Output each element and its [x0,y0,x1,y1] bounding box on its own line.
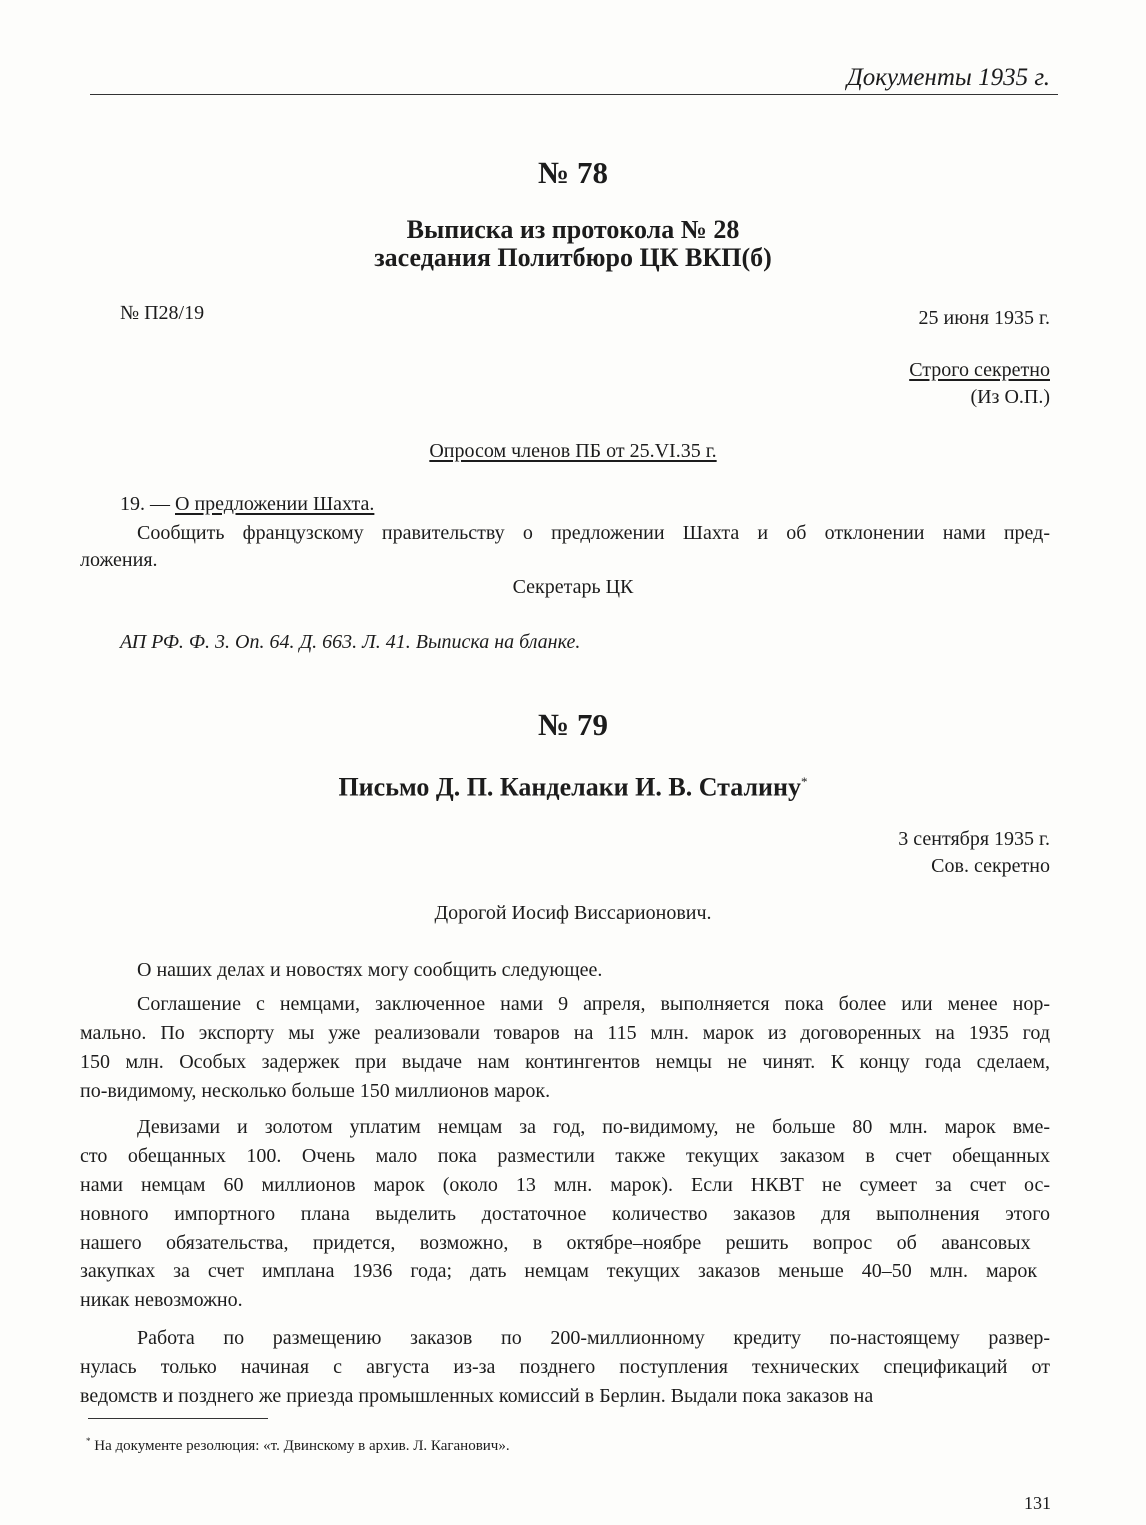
agenda-item-title: О предложении Шахта. [175,493,375,515]
agenda-item [120,493,374,516]
signature: Секретарь ЦК [512,576,634,598]
document-number: № 79 [538,707,608,742]
text: по-видимому, несколько больше 150 миллионов марок. [80,1080,551,1102]
body-line [80,1021,1050,1045]
text: О наших делах и новостях могу сообщить следующее. [137,959,603,981]
body-line [80,1288,1050,1312]
body-line [80,1384,1050,1408]
text: мально. По экспорту мы уже реализовали товаров на 115 млн. марок из договоренных на 1935 год [80,1022,1050,1044]
document-title: Выписка из протокола № 28 [406,215,740,244]
running-header: Документы 1935 г. [846,64,1050,91]
document-number: № 78 [538,155,608,190]
body-line [80,1231,1050,1255]
text: 150 млн. Особых задержек при выдаче нам контингентов немцы не чинят. К концу года сделаем, [80,1051,1050,1073]
body-line [137,1326,1050,1350]
body-line [80,1079,1050,1103]
header-rule [90,94,1058,95]
decision-line: ложения. [80,549,158,571]
text: нашего обязательства, придется, возможно, в октябре–ноябре решить вопрос об авансовых [80,1232,1031,1254]
body-line [137,992,1050,1016]
title-text: Письмо Д. П. Канделаки И. В. Сталину [338,772,802,802]
body-line [80,1202,1050,1226]
body-line [80,1355,1050,1379]
page-number: 131 [1024,1493,1051,1513]
text: сто обещанных 100. Очень мало пока разместили также текущих заказом в счет обещанных [80,1145,1050,1167]
footnote-text: На документе резолюция: «т. Двинскому в архив. Л. Каганович». [94,1438,510,1454]
document-title [0,767,1146,803]
body-line [137,1115,1050,1139]
text: никак невозможно. [80,1289,243,1311]
body-line [80,1173,1050,1197]
secrecy-label: Сов. секретно [931,855,1050,877]
footnote-mark[interactable]: * [801,774,808,789]
footnote-rule [88,1418,268,1419]
text: Сообщить французскому правительству о предложении Шахта и об отклонении нами пред- [137,522,1050,544]
footnote-mark: * [86,1436,91,1446]
text: ведомств и позднего же приезда промышленных комиссий в Берлин. Выдали пока заказов на [80,1385,874,1407]
body-line [80,1050,1050,1074]
salutation: Дорогой Иосиф Виссарионович. [434,902,712,924]
text: Соглашение с немцами, заключенное нами 9 апреля, выполняется пока более или менее нор- [137,993,1050,1015]
source-note: (Из О.П.) [970,386,1050,408]
body-line [80,1144,1050,1168]
body-line [80,1259,1050,1283]
text: новного импортного плана выделить достаточное количество заказов для выполнения этого [80,1203,1050,1225]
poll-heading: Опросом членов ПБ от 25.VI.35 г. [429,440,717,462]
document-date: 25 июня 1935 г. [918,307,1050,329]
decision-line [137,521,1050,545]
text: закупках за счет имплана 1936 года; дать немцам текущих заказов меньше 40–50 млн. марок [80,1260,1038,1282]
text: Девизами и золотом уплатим немцам за год, по-видимому, не больше 80 млн. марок вме- [137,1116,1050,1138]
agenda-item-number: 19. — [120,493,175,515]
document-date: 3 сентября 1935 г. [898,828,1050,850]
document-title: заседания Политбюро ЦК ВКП(б) [374,243,772,272]
body-line [137,958,1050,982]
footnote [86,1436,510,1455]
reference-number: № П28/19 [120,302,205,324]
text: нами немцам 60 миллионов марок (около 13 млн. марок). Если НКВТ не сумеет за счет ос- [80,1174,1050,1196]
text: Работа по размещению заказов по 200-миллионному кредиту по-настоящему развер- [137,1327,1050,1349]
text: нулась только начиная с августа из-за позднего поступления технических спецификаций от [80,1356,1050,1378]
secrecy-label: Строго секретно [909,359,1050,381]
archive-reference: АП РФ. Ф. 3. Оп. 64. Д. 663. Л. 41. Выписка на бланке. [120,631,581,653]
